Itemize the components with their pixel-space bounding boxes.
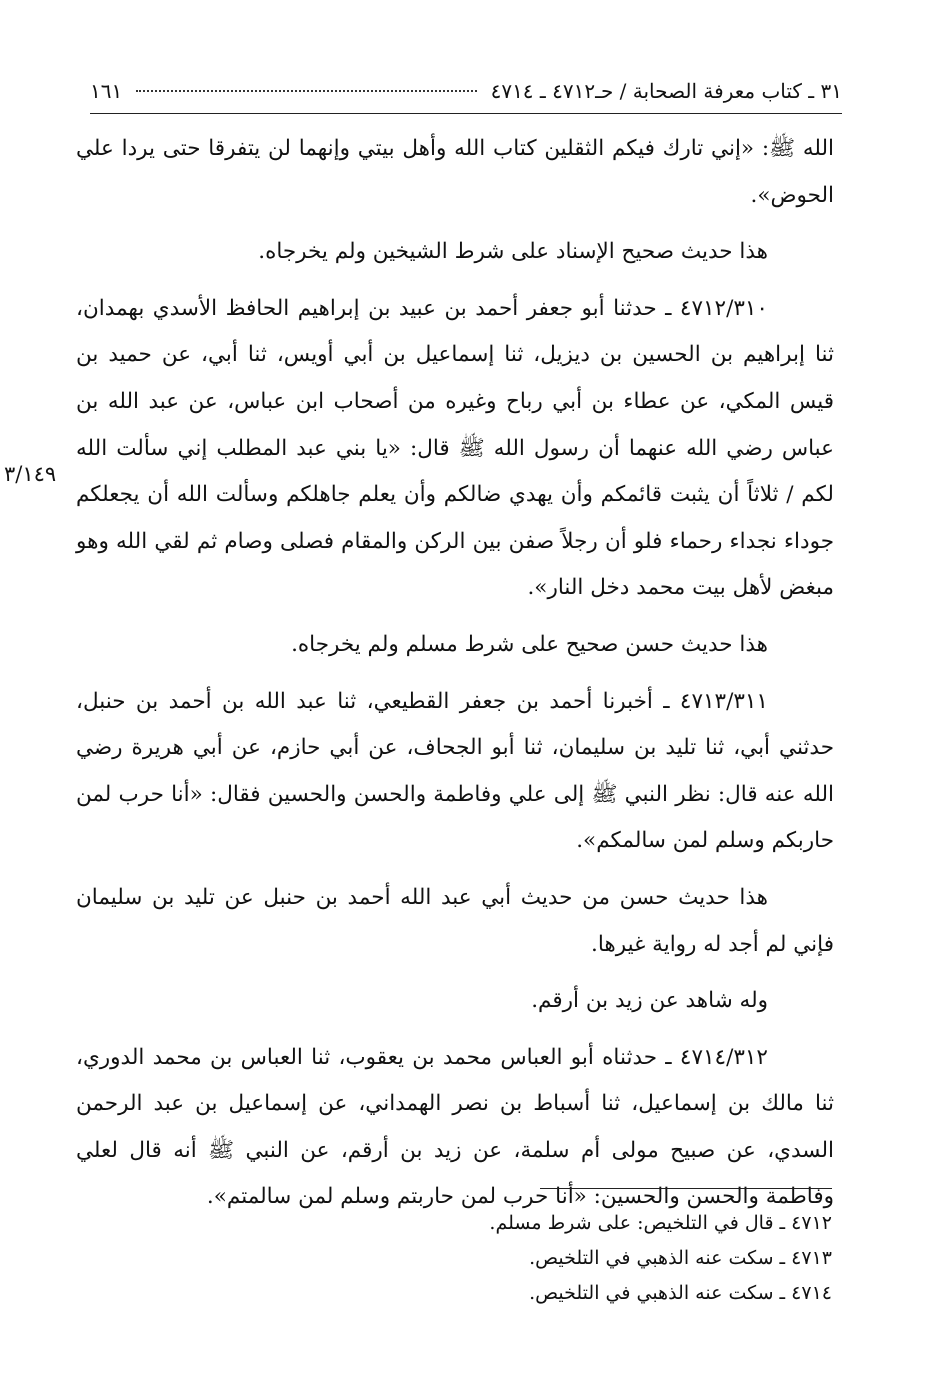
- paragraph-hadith-4712: ٤٧١٢/٣١٠ ـ حدثنا أبو جعفر أحمد بن عبيد بن إبراهيم الحافظ الأسدي بهمدان، ثنا إبراهيم بن الحسين بن ديزيل، ثنا إسماعيل بن أبي أويس، ثنا أبي، عن حميد بن قيس المكي، عن عطاء بن أبي رباح وغيره من أصحاب ابن عباس، عن عبد الله بن عباس رضي الله عنهما أن رسول الله ﷺ قال: «يا بني عبد المطلب إني سألت الله لكم / ثلاثاً أن يثبت قائمكم وأن يهدي ضالكم وأن يعلم جاهلكم وسألت الله أن يجعلكم جوداء نجداء رحماء فلو أن رجلاً صفن بين الركن والمقام فصلى وصام ثم لقي الله وهو مبغض لأهل بيت محمد دخل النار».: [76, 295, 834, 601]
- header-rule: [90, 113, 842, 114]
- page-number: ١٦١: [90, 79, 123, 103]
- running-title: ٣١ ـ كتاب معرفة الصحابة / حـ٤٧١٢ ـ ٤٧١٤: [490, 79, 842, 103]
- footnote-rule: [540, 1188, 832, 1189]
- paragraph-grading-4713: هذا حديث حسن من حديث أبي عبد الله أحمد بن حنبل عن تليد بن سليمان فإني لم أجد له رواية غيرها.: [76, 884, 834, 957]
- footnote-4712: ٤٧١٢ ـ قال في التلخيص: على شرط مسلم.: [489, 1212, 832, 1234]
- paragraph-hadith-4713: ٤٧١٣/٣١١ ـ أخبرنا أحمد بن جعفر القطيعي، ثنا عبد الله بن أحمد بن حنبل، حدثني أبي، ثنا تليد بن سليمان، ثنا أبو الجحاف، عن أبي حازم، عن أبي هريرة رضي الله عنه قال: نظر النبي ﷺ إلى علي وفاطمة والحسن والحسين فقال: «أنا حرب لمن حاربكم وسلم لمن سالمكم».: [76, 688, 834, 854]
- footnotes: [92, 1206, 832, 1311]
- footnote-4713: ٤٧١٣ ـ سكت عنه الذهبي في التلخيص.: [529, 1247, 832, 1269]
- paragraph-grading-4712: هذا حديث حسن صحيح على شرط مسلم ولم يخرجاه.: [291, 631, 768, 657]
- paragraph-hadith-continuation: الله ﷺ: «إني تارك فيكم الثقلين كتاب الله وأهل بيتي وإنهما لن يتفرقا حتى يردا علي الحوض».: [76, 136, 834, 208]
- main-text: [76, 126, 834, 1231]
- paragraph-witness-note: وله شاهد عن زيد بن أرقم.: [531, 988, 768, 1014]
- margin-volume-reference: ٣/١٤٩: [4, 462, 57, 486]
- paragraph-hadith-4714: ٤٧١٤/٣١٢ ـ حدثناه أبو العباس محمد بن يعقوب، ثنا العباس بن محمد الدوري، ثنا مالك بن إسماعيل، ثنا أسباط بن نصر الهمداني، عن إسماعيل بن عبد الرحمن السدي، عن صبيح مولى أم سلمة، عن زيد بن أرقم، عن النبي ﷺ أنه قال لعلي وفاطمة والحسن والحسين: «أنا حرب لمن حاربتم وسلم لمن سالمتم».: [76, 1044, 834, 1210]
- footnote-4714: ٤٧١٤ ـ سكت عنه الذهبي في التلخيص.: [529, 1282, 832, 1304]
- running-header: [90, 76, 842, 106]
- dotted-leader: [136, 90, 476, 92]
- paragraph-grading-4711: هذا حديث صحيح الإسناد على شرط الشيخين ولم يخرجاه.: [258, 239, 768, 265]
